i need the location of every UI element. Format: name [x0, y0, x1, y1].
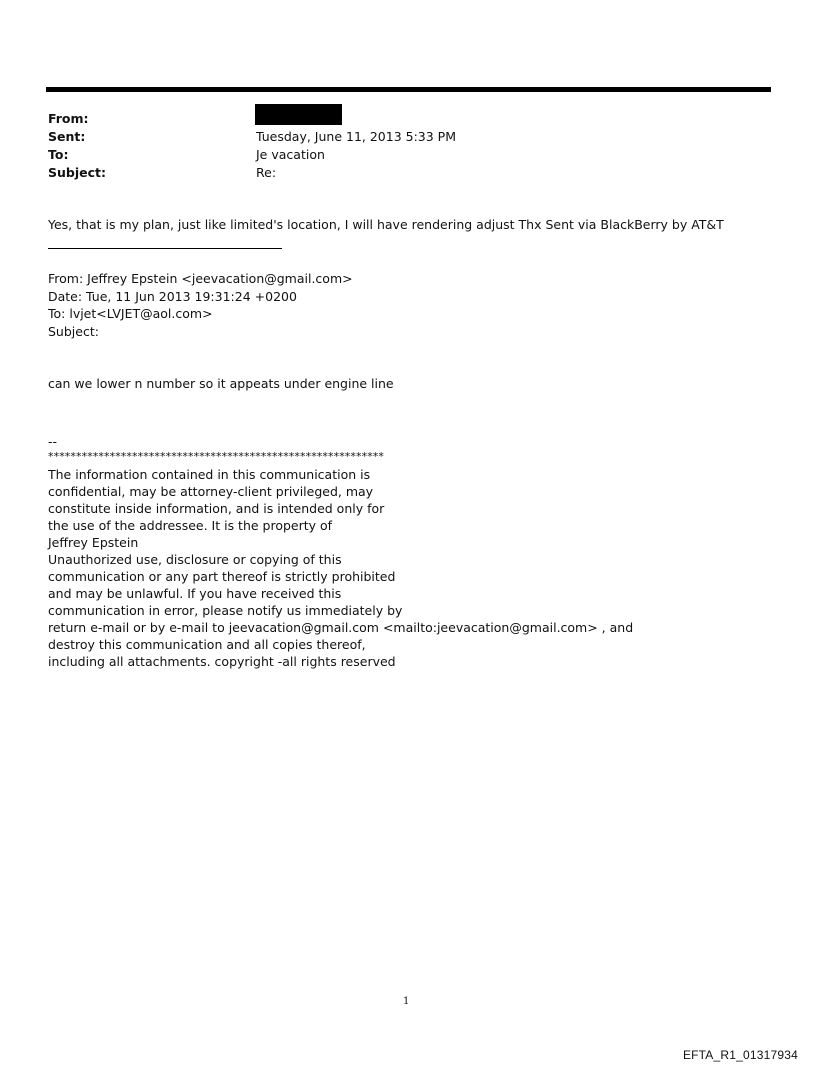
quoted-date: Date: Tue, 11 Jun 2013 19:31:24 +0200 — [48, 288, 297, 304]
sent-row — [48, 128, 748, 146]
to-row — [48, 146, 748, 164]
document-id: EFTA_R1_01317934 — [682, 1048, 798, 1062]
signature-line: return e-mail or by e-mail to jeevacation@gmail.com <mailto:jeevacation@gmail.com> , and — [48, 620, 634, 635]
sent-label: Sent: — [48, 129, 86, 144]
quoted-subject: Subject: — [48, 323, 99, 339]
signature-line: communication in error, please notify us immediately by — [48, 603, 403, 618]
signature-line: destroy this communication and all copies thereof, — [48, 637, 366, 652]
to-value: Je vacation — [256, 147, 325, 162]
top-divider — [46, 87, 771, 92]
subject-value: Re: — [256, 165, 277, 180]
email-header — [48, 110, 748, 182]
quoted-body: can we lower n number so it appeats under engine line — [48, 376, 394, 391]
page-number: 1 — [403, 996, 410, 1007]
subject-row — [48, 164, 748, 182]
signature-line: confidential, may be attorney-client privileged, may — [48, 484, 374, 499]
reply-divider — [48, 248, 282, 249]
sent-value: Tuesday, June 11, 2013 5:33 PM — [256, 129, 456, 144]
signature-stars: ************************************************************ — [48, 450, 384, 463]
signature-line: the use of the addressee. It is the property of — [48, 518, 333, 533]
signature-line: Jeffrey Epstein — [48, 535, 139, 550]
signature-line: communication or any part thereof is strictly prohibited — [48, 569, 396, 584]
from-row — [48, 110, 748, 128]
signature-line: including all attachments. copyright -all rights reserved — [48, 654, 396, 669]
redaction-box — [255, 104, 342, 125]
quoted-header — [48, 270, 353, 340]
reply-body: Yes, that is my plan, just like limited's location, I will have rendering adjust Thx Sent via BlackBerry by AT&T — [48, 217, 724, 232]
quoted-from: From: Jeffrey Epstein <jeevacation@gmail.com> — [48, 271, 353, 286]
signature-dashes: -- — [48, 434, 58, 449]
signature-line: constitute inside information, and is intended only for — [48, 501, 385, 516]
from-label: From: — [48, 111, 89, 126]
subject-label: Subject: — [48, 165, 106, 180]
quoted-to: To: lvjet<LVJET@aol.com> — [48, 306, 213, 321]
signature-line: Unauthorized use, disclosure or copying of this — [48, 552, 342, 567]
to-label: To: — [48, 147, 69, 162]
signature-line: The information contained in this communication is — [48, 467, 371, 482]
signature-line: and may be unlawful. If you have received this — [48, 586, 342, 601]
confidentiality-signature — [48, 433, 633, 670]
